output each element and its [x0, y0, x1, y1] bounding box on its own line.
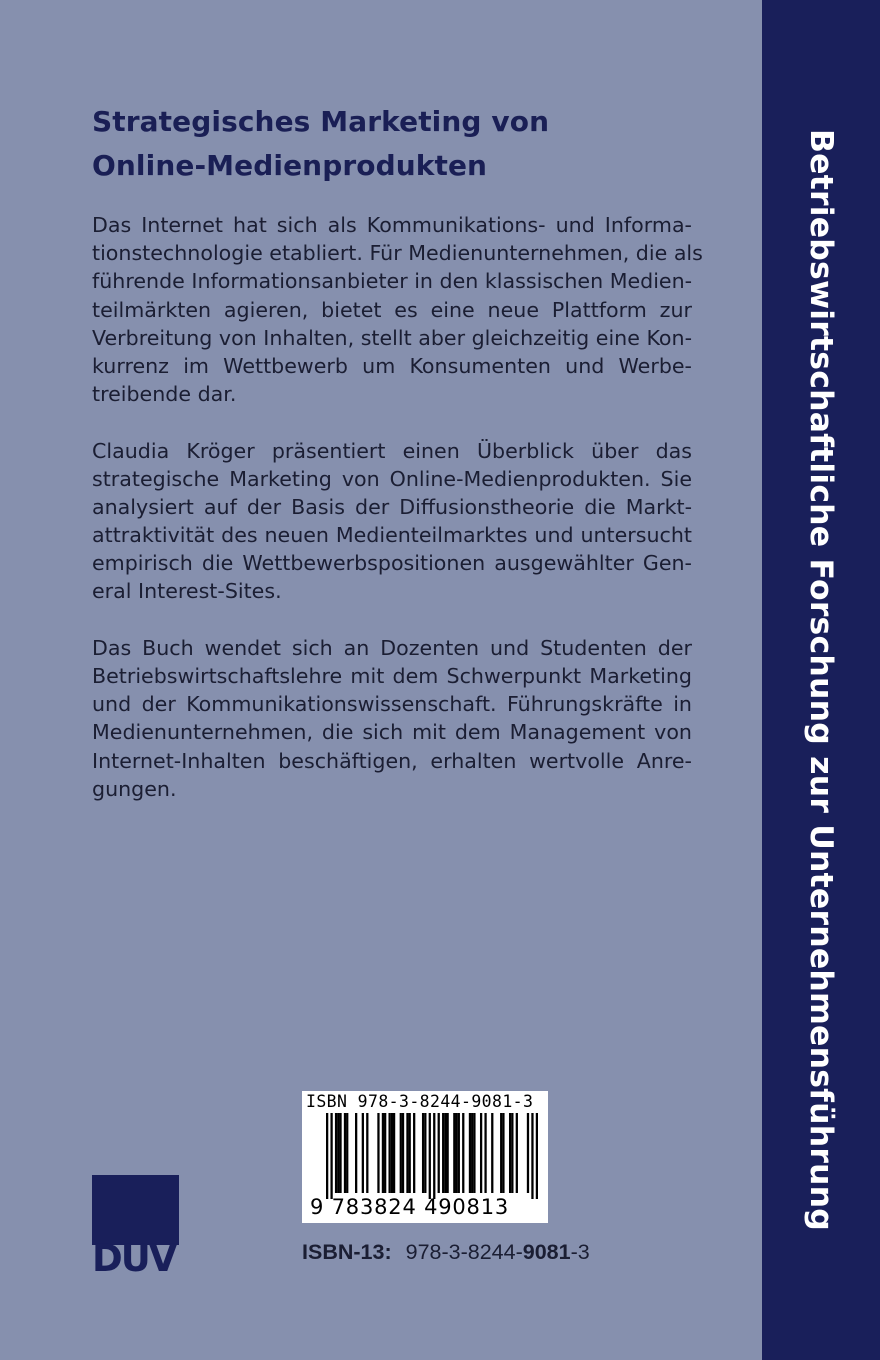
barcode-bar	[471, 1113, 473, 1193]
barcode-bar	[346, 1113, 348, 1193]
barcode-bar	[462, 1113, 464, 1193]
barcode-bar	[337, 1113, 339, 1193]
barcode-bar	[384, 1113, 386, 1193]
isbn-13-bold-part: 9081	[522, 1240, 571, 1264]
barcode-bar	[455, 1113, 457, 1193]
blurb-paragraph-1	[92, 211, 703, 408]
text-line: und der Kommunikationswissenschaft. Führungskräfte in	[92, 692, 692, 717]
barcode-bar	[400, 1113, 402, 1193]
barcode-bar	[402, 1113, 404, 1193]
barcode-bar	[447, 1113, 449, 1193]
text-line: tionstechnologie etabliert. Für Medienunternehmen, die als	[92, 241, 703, 266]
text-line: kurrenz im Wettbewerb um Konsumenten und Werbe-	[92, 353, 692, 378]
barcode-bar	[422, 1113, 424, 1193]
barcode-bar	[502, 1113, 504, 1193]
text-line: attraktivität des neuen Medienteilmarktes und untersucht	[92, 523, 692, 548]
barcode	[302, 1091, 548, 1223]
isbn-13-prefix: 978-3-8244-	[405, 1240, 523, 1264]
text-line: Verbreitung von Inhalten, stellt aber gleichzeitig eine Kon-	[92, 325, 693, 350]
barcode-bar	[382, 1113, 384, 1193]
barcode-bar	[355, 1113, 357, 1193]
barcode-bar	[500, 1113, 502, 1193]
barcode-bar	[491, 1113, 493, 1193]
barcode-bar	[442, 1113, 444, 1193]
book-title-line-2: Online-Medienprodukten	[92, 149, 488, 182]
barcode-bar	[326, 1113, 328, 1199]
barcode-bar	[335, 1113, 337, 1193]
barcode-isbn-text: ISBN 978-3-8244-9081-3	[306, 1092, 534, 1111]
text-line: treibende dar.	[92, 382, 237, 407]
isbn-13-label: ISBN-13:	[302, 1240, 392, 1264]
barcode-bar	[531, 1113, 533, 1199]
isbn-13	[302, 1240, 590, 1265]
barcode-bar	[536, 1113, 538, 1199]
barcode-bar	[438, 1113, 440, 1193]
barcode-bar	[406, 1113, 408, 1193]
barcode-bar	[377, 1113, 379, 1193]
text-line: gungen.	[92, 776, 177, 801]
barcode-bar	[433, 1113, 435, 1199]
barcode-bar	[391, 1113, 393, 1193]
barcode-bar	[509, 1113, 511, 1193]
barcode-bar	[458, 1113, 460, 1193]
series-title: Betriebswirtschaftliche Forschung zur Unternehmensführung	[803, 128, 839, 1232]
barcode-bars	[326, 1113, 538, 1199]
text-line: teilmärkten agieren, bietet es eine neue Plattform zur	[92, 297, 692, 322]
barcode-bar	[424, 1113, 426, 1193]
barcode-bar	[484, 1113, 486, 1193]
barcode-bar	[511, 1113, 513, 1193]
barcode-bar	[516, 1113, 518, 1193]
barcode-bar	[366, 1113, 368, 1193]
barcode-bar	[409, 1113, 411, 1193]
barcode-bar	[393, 1113, 395, 1193]
barcode-bar	[444, 1113, 446, 1193]
barcode-bar	[527, 1113, 529, 1193]
text-line: führende Informationsanbieter in den klassischen Medien-	[92, 269, 693, 294]
isbn-13-suffix: -3	[570, 1240, 590, 1264]
text-line: Internet-Inhalten beschäftigen, erhalten wertvolle Anre-	[92, 748, 692, 773]
barcode-bar	[473, 1113, 475, 1193]
publisher-logo: DUV	[92, 1237, 176, 1280]
blurb-paragraph-2	[92, 437, 692, 606]
blurb	[92, 211, 703, 831]
text-line: Das Buch wendet sich an Dozenten und Studenten der	[92, 635, 692, 660]
text-line: Claudia Kröger präsentiert einen Überblick über das	[92, 438, 692, 463]
barcode-bar	[469, 1113, 471, 1193]
text-line: Medienunternehmen, die sich mit dem Management von	[92, 720, 692, 745]
barcode-bar	[344, 1113, 346, 1193]
barcode-bar	[330, 1113, 332, 1199]
text-line: empirisch die Wettbewerbspositionen ausgewählter Gen-	[92, 551, 692, 576]
barcode-bar	[362, 1113, 364, 1193]
barcode-bar	[388, 1113, 390, 1193]
barcode-bar	[429, 1113, 431, 1199]
barcode-bar	[453, 1113, 455, 1193]
text-line: Betriebswirtschaftslehre mit dem Schwerpunkt Marketing	[92, 664, 692, 688]
barcode-bar	[480, 1113, 482, 1193]
text-line: Das Internet hat sich als Kommunikations- und Informa-	[92, 213, 692, 237]
book-title	[92, 100, 732, 188]
book-title-line-1: Strategisches Marketing von	[92, 105, 550, 138]
barcode-bar	[339, 1113, 341, 1193]
text-line: strategische Marketing von Online-Medienprodukten. Sie	[92, 466, 692, 491]
publisher-logo-mark	[92, 1175, 179, 1245]
barcode-bar	[413, 1113, 415, 1193]
text-line: analysiert auf der Basis der Diffusionstheorie die Markt-	[92, 494, 692, 519]
blurb-paragraph-3	[92, 634, 692, 803]
text-line: eral Interest-Sites.	[92, 579, 282, 604]
barcode-ean-digits: 9 783824 490813	[310, 1195, 510, 1219]
